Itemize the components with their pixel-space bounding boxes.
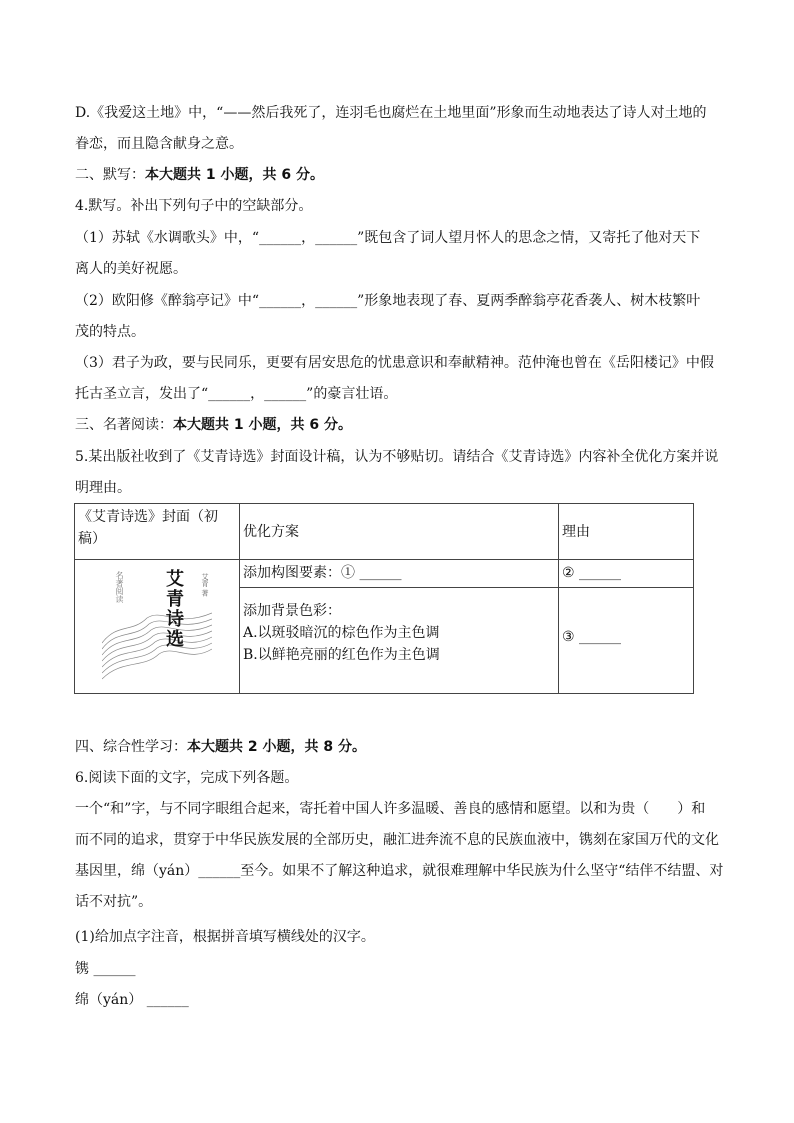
question-4-1: （1）苏轼《水调歌头》中，“______，______”既包含了词人望月怀人的思念之情，又寄托了他对天下 [75,230,701,246]
passage-line-4: 话不对抗”。 [75,894,153,910]
question-6-1: (1)给加点字注音，根据拼音填写横线处的汉字。 [75,929,375,945]
plan-color-option-b: B.以鲜艳亮丽的红色作为主色调 [243,647,440,663]
book-title: 艾青诗选 [163,568,184,649]
question-4: 4.默写。补出下列句子中的空缺部分。 [75,198,313,214]
question-6: 6.阅读下面的文字，完成下列各题。 [75,770,299,786]
table-header-plan: 优化方案 [240,504,559,560]
plan-color-title: 添加背景色彩： [243,603,341,619]
section-4-heading [75,738,366,756]
table-header-reason: 理由 [559,504,694,560]
reason-3: ③ ______ [559,588,694,694]
cover-design-table [74,503,694,694]
table-header-cover: 《艾青诗选》封面（初稿） [75,504,240,560]
answer-line-juan: 镌 ______ [75,961,136,977]
section-4-info: 本大题共 2 小题，共 8 分。 [187,739,366,755]
book-author: 艾青 著 [201,572,209,596]
cover-image-cell [75,560,240,694]
book-series-label: 名著阅读 [115,570,124,603]
section-3-info: 本大题共 1 小题，共 6 分。 [173,417,352,433]
plan-composition: 添加构图要素：① ______ [240,560,559,588]
table-header-row [75,504,694,560]
section-2-info: 本大题共 1 小题，共 6 分。 [145,167,324,183]
passage-line-1: 一个“和”字，与不同字眼组合起来，寄托着中国人许多温暖、善良的感情和愿望。以和为贵（ ）和 [75,801,706,817]
section-2-prefix: 二、默写： [75,167,145,183]
book-cover-image [102,563,212,691]
plan-color-option-a: A.以斑驳暗沉的棕色作为主色调 [243,625,440,641]
line-d-option-cont: 眷恋，而且隐含献身之意。 [75,136,243,152]
question-4-3-cont: 托古圣立言，发出了“______，______”的豪言壮语。 [75,386,398,402]
question-4-1-cont: 离人的美好祝愿。 [75,261,187,277]
passage-line-2: 而不同的追求，贯穿于中华民族发展的全部历史，融汇进奔流不息的民族血液中，镌刻在家国万代的文化 [75,832,719,848]
question-5-cont: 明理由。 [75,480,131,496]
passage-line-3: 基因里，绵（yán）______至今。如果不了解这种追求，就很难理解中华民族为什么坚守“结伴不结盟、对 [75,863,724,879]
line-d-option: D.《我爱这土地》中，“——然后我死了，连羽毛也腐烂在土地里面”形象而生动地表达了诗人对土地的 [75,105,707,121]
section-4-prefix: 四、综合性学习： [75,739,187,755]
reason-2: ② ______ [559,560,694,588]
plan-color [240,588,559,694]
question-5: 5.某出版社收到了《艾青诗选》封面设计稿，认为不够贴切。请结合《艾青诗选》内容补全优化方案并说 [75,449,719,465]
section-3-heading [75,416,352,434]
table-row [75,560,694,588]
section-3-prefix: 三、名著阅读： [75,417,173,433]
question-4-2: （2）欧阳修《醉翁亭记》中“______，______”形象地表现了春、夏两季醉翁亭花香袭人、树木枝繁叶 [75,293,701,309]
question-4-3: （3）君子为政，要与民同乐，更要有居安思危的忧患意识和奉献精神。范仲淹也曾在《岳阳楼记》中假 [75,355,714,371]
answer-line-yan: 绵（yán） ______ [75,992,189,1008]
section-2-heading [75,166,324,184]
question-4-2-cont: 茂的特点。 [75,324,145,340]
